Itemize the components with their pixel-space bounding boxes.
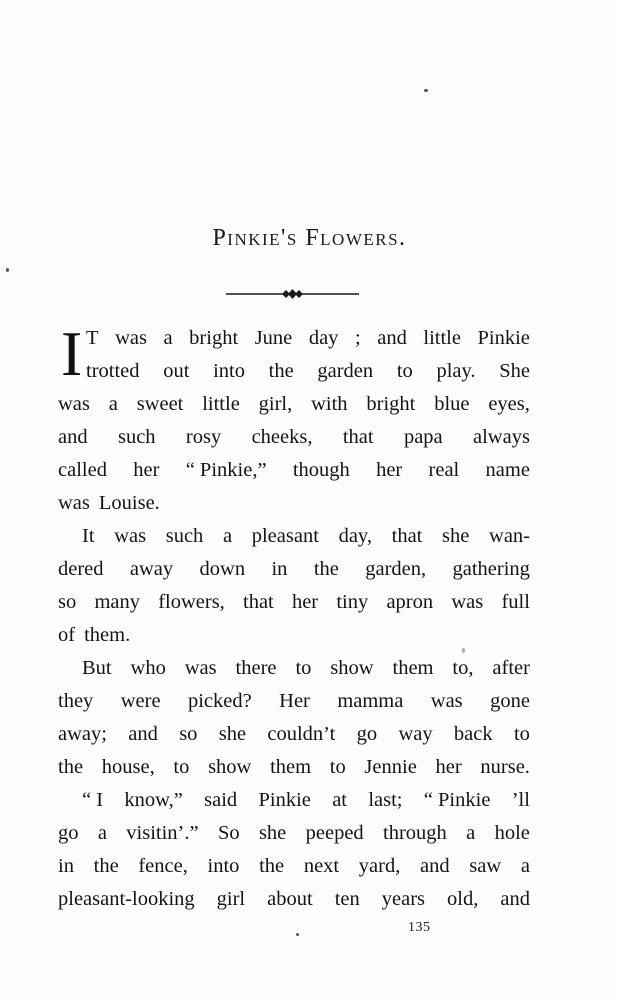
word: were <box>120 690 161 712</box>
word: pleasant-looking <box>58 888 195 910</box>
word: saw <box>469 855 502 877</box>
word: so <box>179 723 198 745</box>
word: about <box>267 888 313 910</box>
word: tiny <box>336 591 369 613</box>
word: pleasant <box>251 525 319 547</box>
text-line <box>58 883 530 916</box>
word: always <box>473 426 530 448</box>
word: and <box>420 855 450 877</box>
word: such <box>117 426 156 448</box>
word: the <box>93 855 119 877</box>
word: show <box>330 657 374 679</box>
text-line <box>58 520 530 553</box>
word: wan- <box>489 525 530 547</box>
word: and <box>58 426 88 448</box>
drop-cap: I <box>61 318 83 389</box>
word: to <box>295 657 312 679</box>
word: her <box>376 459 403 481</box>
word: though <box>292 459 350 481</box>
word: that <box>243 591 274 613</box>
word: called <box>58 459 107 481</box>
word: rosy <box>185 426 222 448</box>
word: a <box>97 822 107 844</box>
word: bright <box>366 393 416 415</box>
word: Louise. <box>98 492 160 514</box>
ink-speck <box>296 933 299 936</box>
text-line <box>58 817 530 850</box>
word: hole <box>494 822 530 844</box>
word: that <box>342 426 374 448</box>
word: her <box>291 591 319 613</box>
text-line <box>58 718 530 751</box>
word: her <box>133 459 160 481</box>
word: “ Pinkie <box>423 789 491 811</box>
word: to <box>173 756 190 778</box>
word: But <box>82 657 112 679</box>
word: them. <box>84 624 131 646</box>
word: garden <box>317 360 374 382</box>
text-line <box>58 586 530 619</box>
word: she <box>442 525 470 547</box>
word: the <box>58 756 84 778</box>
word: them <box>270 756 312 778</box>
word: apron <box>386 591 434 613</box>
word: many <box>94 591 140 613</box>
text-line <box>58 619 530 652</box>
word: her <box>435 756 462 778</box>
word: blue <box>434 393 470 415</box>
word: after <box>492 657 530 679</box>
word: way <box>398 723 433 745</box>
text-line <box>58 553 530 586</box>
text-lines <box>58 318 530 916</box>
text-line <box>58 322 530 355</box>
chapter-text <box>58 318 530 916</box>
word: “ Pinkie,” <box>185 459 267 481</box>
word: she <box>218 723 247 745</box>
word: dered <box>58 558 104 580</box>
word: ten <box>334 888 360 910</box>
word: said <box>204 789 238 811</box>
word: was <box>114 525 147 547</box>
word: a <box>520 855 530 877</box>
word: gone <box>490 690 530 712</box>
word: such <box>165 525 204 547</box>
word: visitin’.” <box>126 822 199 844</box>
word: go <box>58 822 79 844</box>
text-line <box>58 850 530 883</box>
text-line <box>58 388 530 421</box>
word: day <box>308 327 339 349</box>
word: show <box>208 756 252 778</box>
word: the <box>268 360 294 382</box>
text-line <box>58 454 530 487</box>
word: eyes, <box>488 393 530 415</box>
text-line <box>58 652 530 685</box>
word: a <box>222 525 233 547</box>
word: of <box>58 624 76 646</box>
word: play. <box>436 360 476 382</box>
word: day, <box>338 525 372 547</box>
word: into <box>207 855 240 877</box>
word: the <box>313 558 339 580</box>
text-line <box>58 751 530 784</box>
word: papa <box>403 426 443 448</box>
word: Jennie <box>364 756 417 778</box>
word: was <box>184 657 217 679</box>
word: gathering <box>452 558 530 580</box>
word: to <box>329 756 346 778</box>
word: ; <box>354 327 361 349</box>
word: next <box>303 855 340 877</box>
word: nurse. <box>480 756 530 778</box>
text-line <box>58 784 530 817</box>
word: back <box>453 723 493 745</box>
word: June <box>254 327 293 349</box>
word: away; <box>58 723 107 745</box>
word: garden, <box>365 558 427 580</box>
text-line <box>58 685 530 718</box>
text-line <box>58 487 530 520</box>
word: Her <box>279 690 310 712</box>
word: peeped <box>305 822 364 844</box>
word: was <box>451 591 484 613</box>
word: down <box>199 558 246 580</box>
word: to <box>396 360 413 382</box>
word: mamma <box>337 690 404 712</box>
ink-speck <box>424 89 428 92</box>
word: to, <box>452 657 474 679</box>
word: last; <box>368 789 403 811</box>
word: fence, <box>138 855 188 877</box>
word: couldn’t <box>267 723 336 745</box>
title-ornament <box>226 287 359 301</box>
word: She <box>499 360 530 382</box>
word: Pinkie <box>258 789 311 811</box>
ink-speck <box>6 268 9 272</box>
word: with <box>311 393 348 415</box>
word: cheeks, <box>251 426 313 448</box>
word: “ I <box>82 789 104 811</box>
word: was <box>58 393 90 415</box>
word: that <box>391 525 423 547</box>
word: to <box>513 723 530 745</box>
word: name <box>485 459 530 481</box>
word: a <box>108 393 118 415</box>
word: girl <box>216 888 246 910</box>
word: at <box>332 789 347 811</box>
word: out <box>163 360 190 382</box>
word: away <box>129 558 174 580</box>
word: the <box>259 855 285 877</box>
word: old, <box>447 888 479 910</box>
word: girl, <box>258 393 293 415</box>
word: go <box>356 723 378 745</box>
chapter-title: Pinkie's Flowers. <box>212 225 407 251</box>
word: so <box>58 591 77 613</box>
word: bright <box>189 327 239 349</box>
word: in <box>58 855 74 877</box>
word: there <box>235 657 277 679</box>
word: little <box>423 327 461 349</box>
word: through <box>383 822 447 844</box>
text-line <box>58 421 530 454</box>
word: a <box>163 327 173 349</box>
word: into <box>213 360 245 382</box>
word: years <box>381 888 426 910</box>
word: So <box>217 822 240 844</box>
word: Pinkie <box>477 327 530 349</box>
word: and <box>500 888 530 910</box>
word: house, <box>101 756 155 778</box>
word: sweet <box>136 393 184 415</box>
word: It <box>82 525 95 547</box>
page-number: 135 <box>408 920 431 935</box>
word: in <box>271 558 288 580</box>
word: a <box>466 822 476 844</box>
word: ’ll <box>511 789 530 811</box>
word: T <box>86 327 99 349</box>
word: full <box>501 591 530 613</box>
word: know,” <box>124 789 183 811</box>
word: and <box>128 723 158 745</box>
word: trotted <box>86 360 140 382</box>
word: and <box>377 327 407 349</box>
word: real <box>428 459 460 481</box>
word: yard, <box>358 855 401 877</box>
word: flowers, <box>158 591 225 613</box>
word: who <box>130 657 166 679</box>
word: picked? <box>187 690 252 712</box>
word: little <box>202 393 240 415</box>
word: they <box>58 690 94 712</box>
word: she <box>258 822 287 844</box>
word: was <box>430 690 463 712</box>
word: was <box>58 492 90 514</box>
text-line <box>58 355 530 388</box>
word: was <box>115 327 147 349</box>
word: them <box>392 657 434 679</box>
